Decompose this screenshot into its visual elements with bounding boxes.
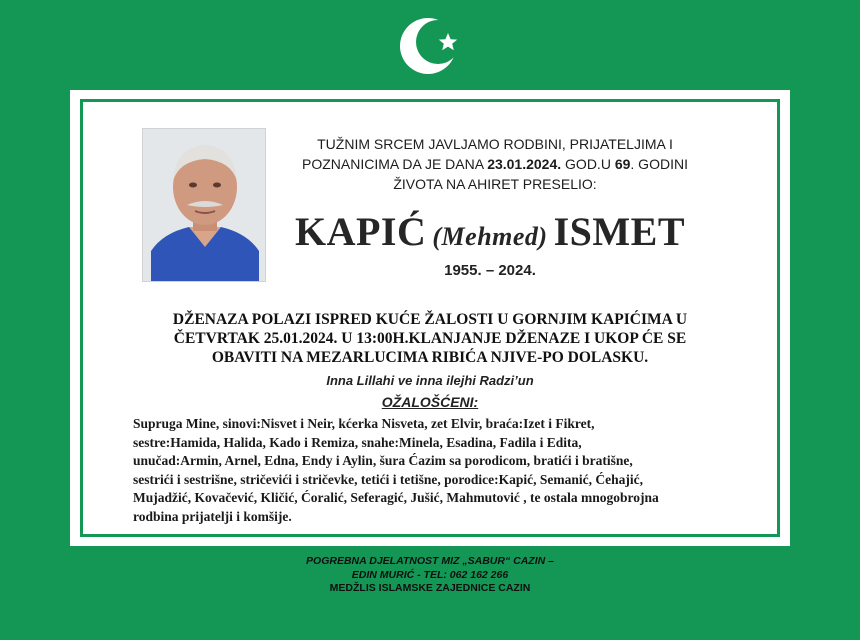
intro-line-1: TUŽNIM SRCEM JAVLJAMO RODBINI, PRIJATELJIMA I [317,136,673,152]
intro-text: GOD.U [561,156,615,172]
deceased-name [290,208,690,261]
surname: KAPIĆ [294,209,427,254]
footer-line-3: MEDŽLIS ISLAMSKE ZAJEDNICE CAZIN [329,582,531,594]
footer-line-2: EDIN MURIĆ - TEL: 062 162 266 [351,568,509,581]
age: 69 [614,156,631,172]
crescent-star-icon [398,14,462,78]
footer-line-1: POGREBNA DJELATNOST MIZ „SABUR“ CAZIN – [306,555,554,567]
funeral-line-1: DŽENAZA POLAZI ISPRED KUĆE ŽALOSTI U GORNJIM KAPIĆIMA U [172,311,688,328]
prayer-text: Inna Lillahi ve inna ilejhi Radzi’un [326,373,534,388]
mourners-list [133,415,743,526]
intro-text: POZNANICIMA DA JE DANA [302,156,488,172]
mourners-line: sestrići i sestrišne, stričevići i stričevke, tetići i tetišne, porodice:Kapić, Semanić, Ćehajić, [133,471,643,487]
death-date: 23.01.2024. [487,156,562,172]
mourners-line: Mujadžić, Kovačević, Kličić, Ćoralić, Seferagić, Jušić, Mahmutović , te ostala mnogobrojna [133,490,659,505]
mourners-line: Supruga Mine, sinovi:Nisvet i Neir, kćerka Nisveta, zet Elvir, braća:Izet i Fikret, [133,416,595,431]
funeral-line-2: ČETVRTAK 25.01.2024. U 13:00H.KLANJANJE DŽENAZE I UKOP ĆE SE [173,330,687,347]
funeral-line-3: OBAVITI NA MEZARLUCIMA RIBIĆA NJIVE-PO DOLASKU. [211,349,649,366]
mourners-line: unučad:Armin, Arnel, Edna, Endy i Aylin, šura Ćazim sa porodicom, bratići i bratišne, [133,453,633,468]
mourners-title: OŽALOŠĆENI: [381,394,479,410]
intro-text: . GODINI [630,156,688,172]
intro-line-2 [285,154,705,174]
funeral-service-footer [230,555,630,596]
mourners-line: rodbina prijatelji i komšije. [133,508,292,524]
first-name: ISMET [553,209,686,254]
deceased-photo [142,128,266,282]
funeral-info [120,310,740,367]
life-years: 1955. – 2024. [444,262,536,279]
announcement-intro [285,134,705,194]
deceased-portrait-icon [143,129,266,282]
mourners-line: sestre:Hamida, Halida, Kado i Remiza, snahe:Minela, Esadina, Fadila i Edita, [133,434,582,450]
intro-line-3: ŽIVOTA NA AHIRET PRESELIO: [393,176,597,192]
father-name: (Mehmed) [432,222,548,251]
